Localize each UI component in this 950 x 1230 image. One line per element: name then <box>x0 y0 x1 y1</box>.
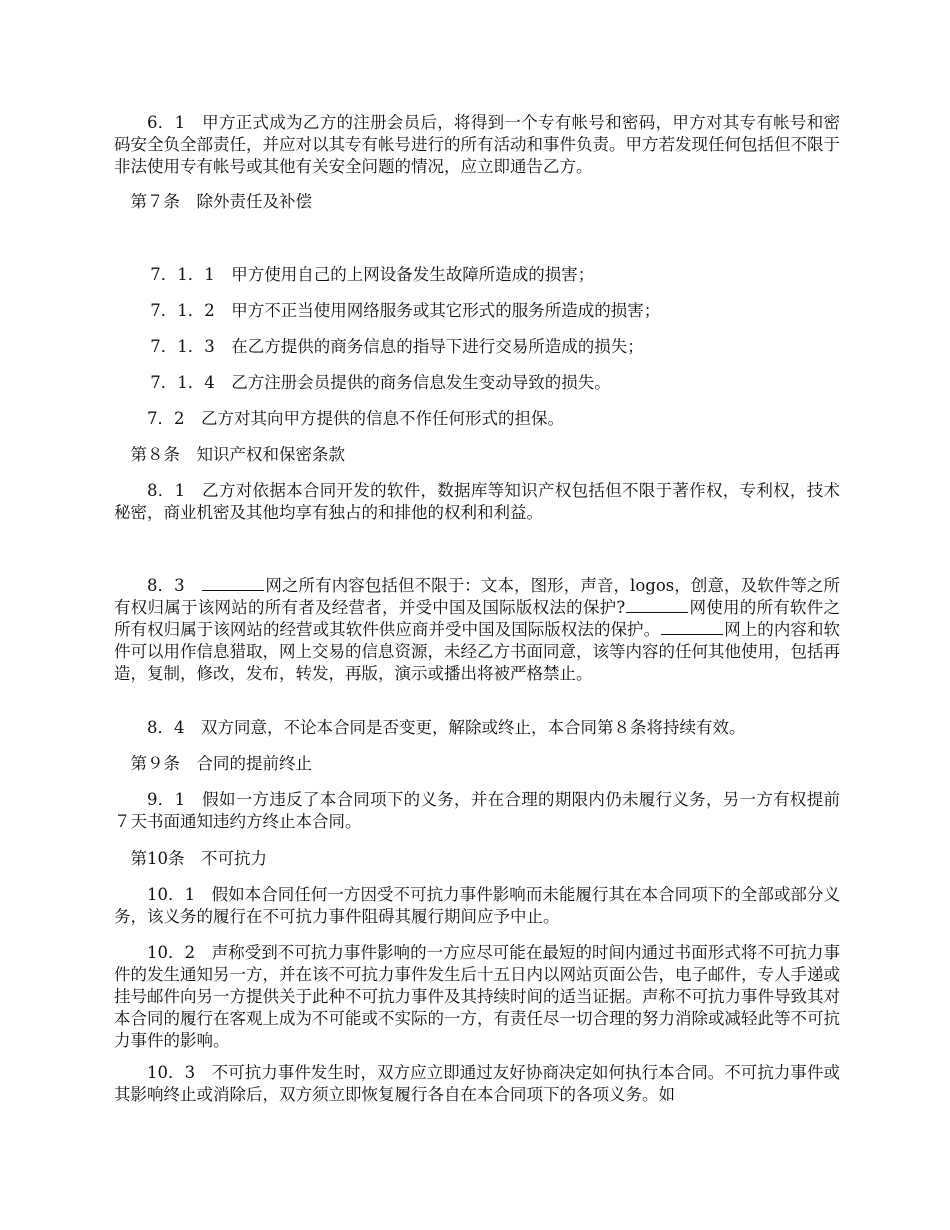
clause-7-1-4: 7．1．4 乙方注册会员提供的商务信息发生变动导致的损失。 <box>150 373 611 392</box>
clause-8-3-text-c: 网上的内容和软件可以用作信息猎取，网上交易的信息资源，未经乙方书面同意，该等内容的任何其他使用，包括再造，复制，修改，发布，转发，再版，演示或播出将被严格禁止。 <box>114 620 841 683</box>
clause-8-3-number: 8．3 <box>147 576 202 595</box>
clause-7-1-2: 7．1．2 甲方不正当使用网络服务或其它形式的服务所造成的损害； <box>150 301 661 320</box>
clause-8-3 <box>114 575 840 685</box>
article-8-heading: 第８条 知识产权和保密条款 <box>130 445 345 464</box>
clause-7-2: 7．2 乙方对其向甲方提供的信息不作任何形式的担保。 <box>147 409 564 428</box>
clause-7-1-1: 7．1．1 甲方使用自己的上网设备发生故障所造成的损害； <box>150 265 595 284</box>
clause-10-1: 10．1 假如本合同任何一方因受不可抗力事件影响而未能履行其在本合同项下的全部或部分义务，该义务的履行在不可抗力事件阻碍其履行期间应予中止。 <box>114 885 840 926</box>
clause-9-1: 9．1 假如一方违反了本合同项下的义务，并在合理的期限内仍未履行义务，另一方有权提前７天书面通知违约方终止本合同。 <box>114 790 840 831</box>
article-9-heading: 第９条 合同的提前终止 <box>130 754 312 773</box>
clause-8-3-text-b: 网使用的所有软件之所有权归属于该网站的经营或其软件供应商并受中国及国际版权法的保护。 <box>114 598 840 639</box>
clause-8-1: 8．1 乙方对依据本合同开发的软件，数据库等知识产权包括但不限于著作权，专利权，技术秘密，商业机密及其他均享有独占的和排他的权利和利益。 <box>114 481 840 522</box>
clause-10-2: 10．2 声称受到不可抗力事件影响的一方应尽可能在最短的时间内通过书面形式将不可抗力事件的发生通知另一方，并在该不可抗力事件发生后十五日内以网站页面公告，电子邮件，专人手递或挂号邮件向另一方提供关于此种不可抗力事件及其持续时间的适当证据。声称不可抗力事件导致其对本合同的履行在客观上成为不可能或不实际的一方，有责任尽一切合理的努力消除或减轻此等不可抗力事件的影响。 <box>114 943 840 1050</box>
blank-line <box>202 589 264 591</box>
clause-10-3: 10．3 不可抗力事件发生时，双方应立即通过友好协商决定如何执行本合同。不可抗力事件或其影响终止或消除后，双方须立即恢复履行各自在本合同项下的各项义务。如 <box>114 1063 840 1104</box>
clause-6-1: 6．1 甲方正式成为乙方的注册会员后，将得到一个专有帐号和密码，甲方对其专有帐号和密码安全负全部责任，并应对以其专有帐号进行的所有活动和事件负责。甲方若发现任何包括但不限于非法使用专有帐号或其他有关安全问题的情况，应立即通告乙方。 <box>114 113 840 176</box>
article-7-heading: 第７条 除外责任及补偿 <box>130 192 312 211</box>
clause-8-4: 8．4 双方同意，不论本合同是否变更，解除或终止，本合同第８条将持续有效。 <box>147 718 746 737</box>
clause-8-3-text-a: 网之所有内容包括但不限于：文本，图形，声音，logos，创意，及软件等之所有权归属于该网站的所有者及经营者，并受中国及国际版权法的保护? <box>114 576 840 617</box>
blank-line <box>661 633 723 635</box>
blank-line <box>626 611 688 613</box>
article-10-heading: 第10条 不可抗力 <box>130 849 267 868</box>
clause-7-1-3: 7．1．3 在乙方提供的商务信息的指导下进行交易所造成的损失； <box>150 337 644 356</box>
